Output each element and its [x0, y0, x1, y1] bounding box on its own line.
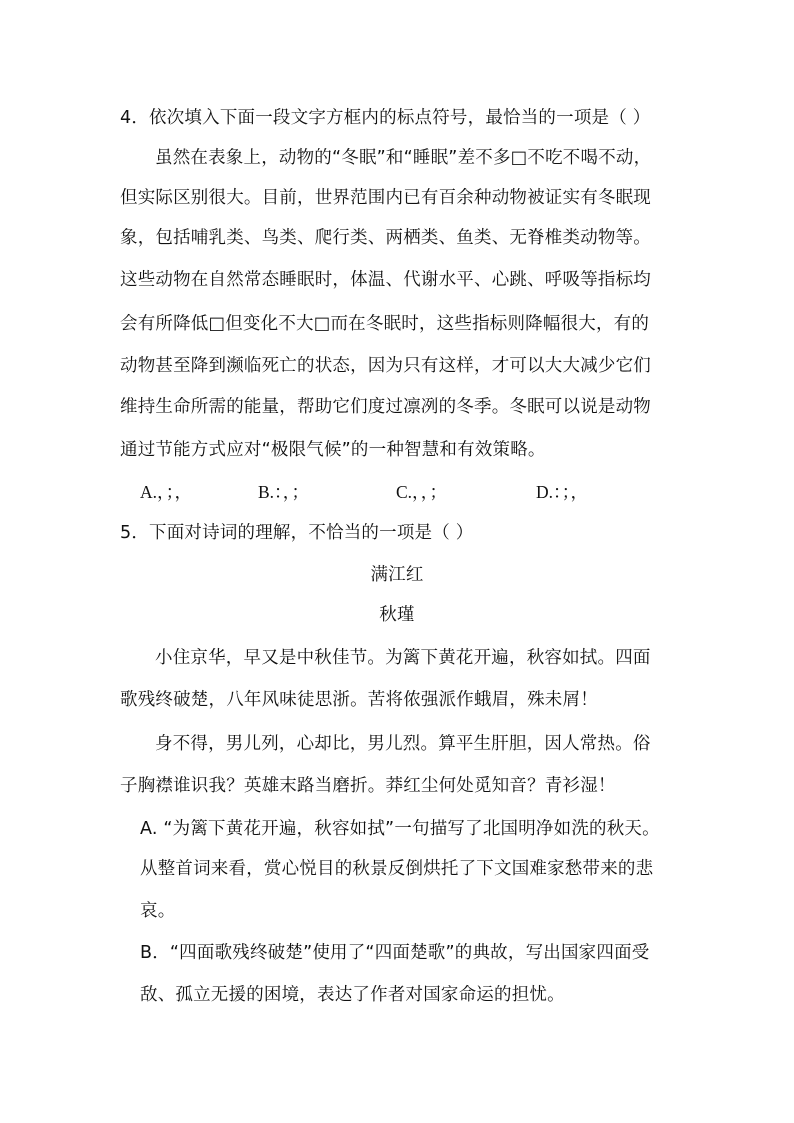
q5-option-a[interactable]: A. “为篱下黄花开遍，秋容如拭”一句描写了北国明净如洗的秋天。 [140, 819, 660, 839]
q4-options [140, 480, 680, 504]
q4-option-c[interactable]: C.，，； [396, 482, 448, 502]
q4-passage-line: 动物甚至降到濒临死亡的状态，因为只有这样，才可以大大减少它们 [120, 356, 651, 376]
q4-passage-line: 通过节能方式应对“极限气候”的一种智慧和有效策略。 [120, 440, 546, 460]
q4-passage-line: 象，包括哺乳类、鸟类、爬行类、两栖类、鱼类、无脊椎类动物等。 [120, 228, 651, 248]
q5-option-b[interactable]: B．“四面歌残终破楚”使用了“四面楚歌”的典故，写出国家四面受 [140, 943, 650, 963]
q5-option-a-cont: 哀。 [140, 901, 176, 921]
q4-passage-line: 虽然在表象上，动物的“冬眠”和“睡眠”差不多□不吃不喝不动， [155, 148, 652, 168]
q5-option-a-cont: 从整首词来看，赏心悦目的秋景反倒烘托了下文国难家愁带来的悲 [140, 859, 654, 879]
q4-passage-line: 但实际区别很大。目前，世界范围内已有百余种动物被证实有冬眠现 [120, 188, 651, 208]
q4-option-a[interactable]: A.，；， [140, 482, 193, 502]
poem-line: 子胸襟谁识我？英雄末路当磨折。莽红尘何处觅知音？青衫湿！ [120, 776, 616, 796]
poem-line: 小住京华，早又是中秋佳节。为篱下黄花开遍，秋容如拭。四面 [155, 648, 651, 668]
poem-author: 秋瑾 [379, 605, 415, 625]
q5-stem: 5．下面对诗词的理解，不恰当的一项是（ ） [120, 523, 474, 543]
q4-passage-line: 会有所降低□但变化不大□而在冬眠时，这些指标则降幅很大，有的 [120, 314, 650, 334]
poem-title: 满江红 [370, 565, 424, 585]
q4-passage-line: 这些动物在自然常态睡眠时，体温、代谢水平、心跳、呼吸等指标均 [120, 270, 651, 290]
q4-option-b[interactable]: B.：，； [258, 482, 310, 502]
poem-line: 歌残终破楚，八年风味徒思浙。苦将侬强派作蛾眉，殊未屑！ [120, 690, 598, 710]
q4-passage-line: 维持生命所需的能量，帮助它们度过凛冽的冬季。冬眠可以说是动物 [120, 397, 651, 417]
poem-line: 身不得，男儿列，心却比，男儿烈。算平生肝胆，因人常热。俗 [155, 734, 651, 754]
q5-option-b-cont: 敌、孤立无援的困境，表达了作者对国家命运的担忧。 [140, 985, 565, 1005]
q4-option-d[interactable]: D.：；， [536, 482, 589, 502]
q4-stem: 4．依次填入下面一段文字方框内的标点符号，最恰当的一项是（ ） [120, 108, 651, 128]
